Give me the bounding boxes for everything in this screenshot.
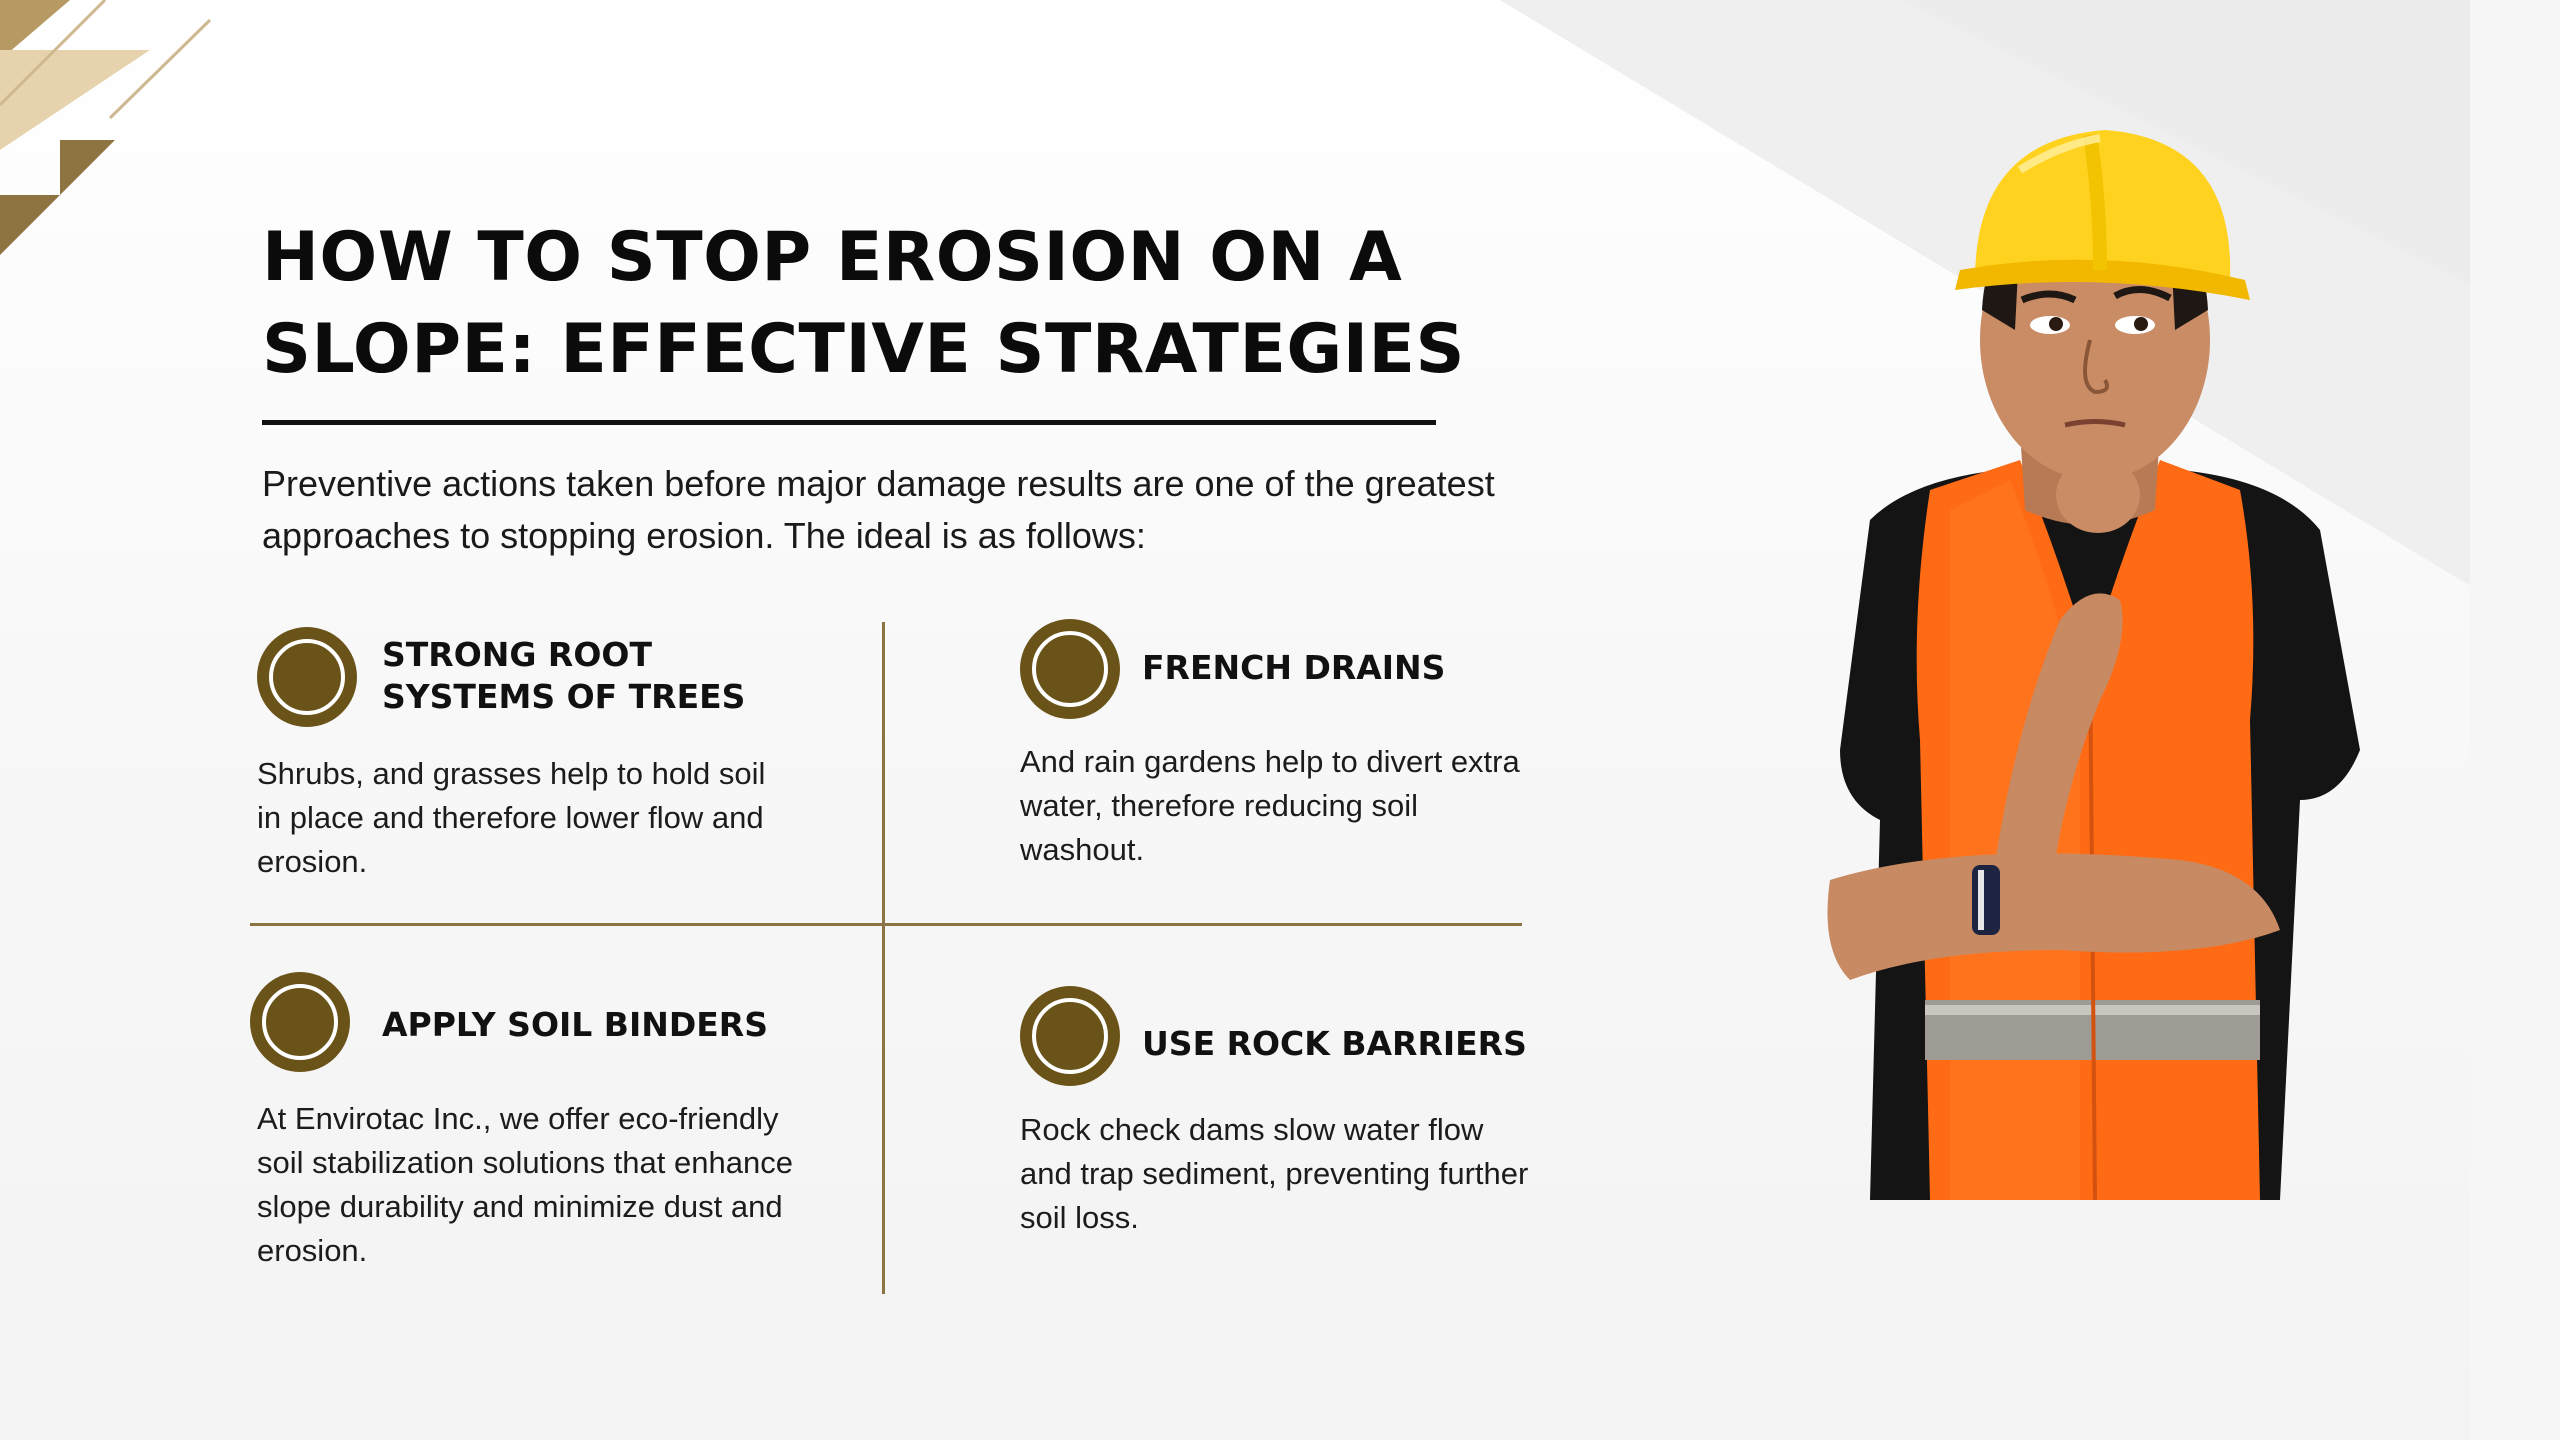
feature-text: At Envirotac Inc., we offer eco-friendly soil stabilization solutions that enhance slope durability and minimize dust and erosion. — [257, 1101, 793, 1268]
circle-badge-icon — [1020, 619, 1120, 719]
feature-text: Rock check dams slow water flow and trap sediment, preventing further soil loss. — [1020, 1112, 1529, 1235]
worker-photo — [1760, 100, 2420, 1220]
feature-title: USE ROCK BARRIERS — [1142, 1024, 1527, 1063]
circle-badge-icon — [250, 972, 350, 1072]
circle-badge-icon — [257, 627, 357, 727]
feature-text: And rain gardens help to divert extra water, therefore reducing soil washout. — [1020, 744, 1520, 867]
grid-vertical-divider — [882, 622, 885, 1294]
page-title: HOW TO STOP EROSION ON A SLOPE: EFFECTIVE STRATEGIES — [262, 218, 1465, 389]
corner-decoration — [0, 0, 230, 280]
circle-badge-icon — [1020, 986, 1120, 1086]
feature-title: APPLY SOIL BINDERS — [382, 1005, 768, 1044]
feature-title: FRENCH DRAINS — [1142, 648, 1446, 687]
intro-paragraph: Preventive actions taken before major damage results are one of the greatest approaches to stopping erosion. The ideal is as follows: — [262, 463, 1495, 556]
feature-text: Shrubs, and grasses help to hold soil in place and therefore lower flow and erosion. — [257, 756, 766, 879]
grid-horizontal-divider — [250, 923, 1522, 926]
title-underline — [262, 420, 1436, 425]
feature-title: STRONG ROOT SYSTEMS OF TREES — [382, 635, 746, 716]
